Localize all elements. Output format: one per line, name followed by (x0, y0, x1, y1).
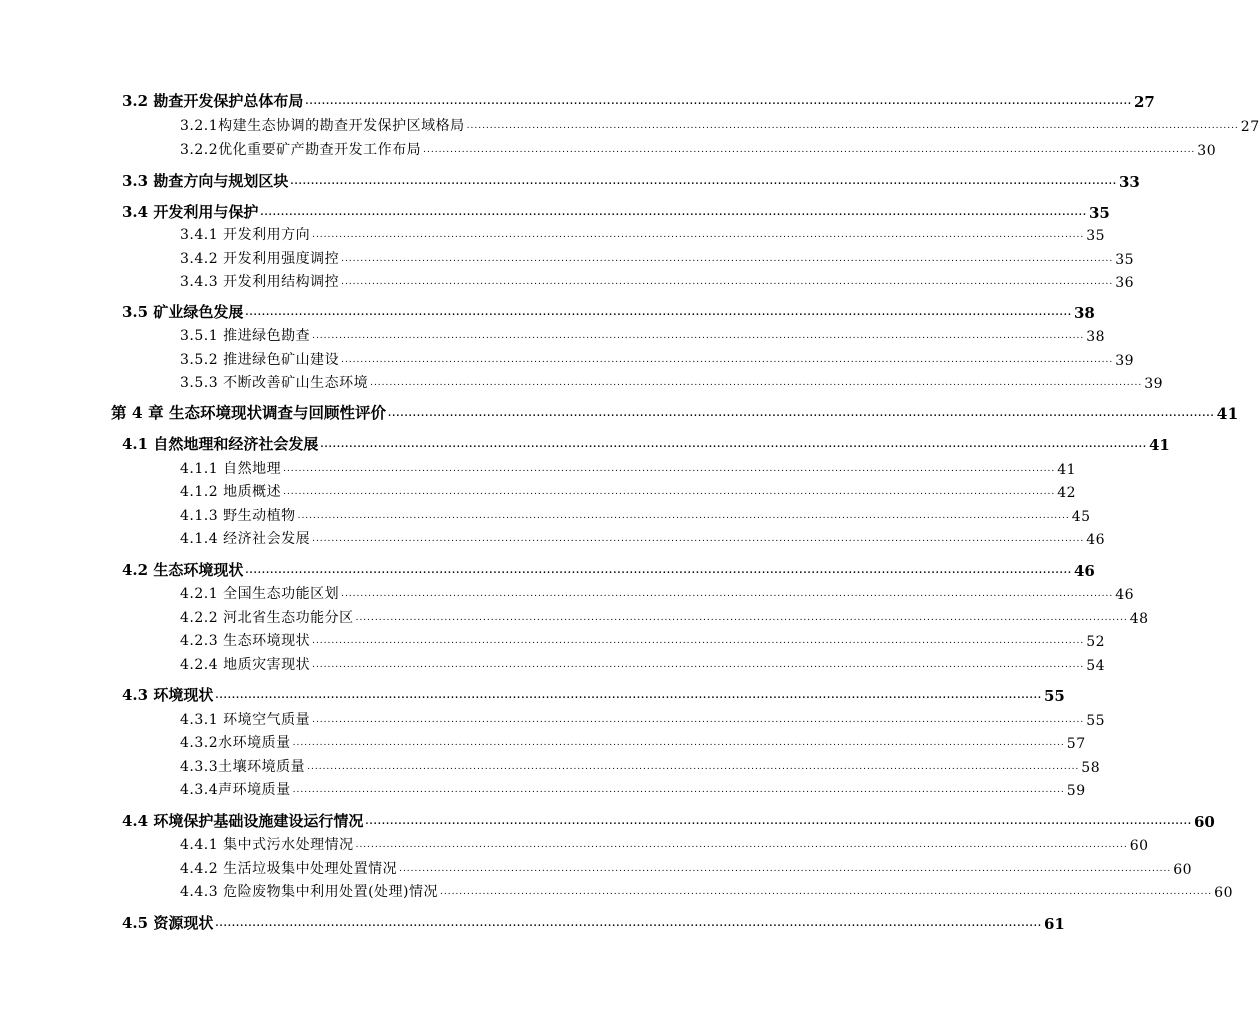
dot-leader: ........................................................................................................................................................................................................ (312, 331, 1085, 341)
toc-entry[interactable] (180, 707, 1106, 729)
toc-entry-title: 3.2.2优化重要矿产勘查开发工作布局 (180, 142, 422, 158)
toc-entry-title: 4.2.1 全国生态功能区划 (180, 586, 340, 602)
dot-leader: ........................................................................................................................................................................................................ (312, 715, 1085, 725)
dot-leader: ........................................................................................................................................................................................................ (312, 534, 1085, 544)
toc-entry[interactable] (180, 581, 1135, 603)
dot-leader: ........................................................................................................................................................................................................ (305, 97, 1132, 107)
toc-entry-page: 41 (1057, 462, 1077, 478)
toc-entry-title: 第 4 章 生态环境现状调查与回顾性评价 (111, 403, 386, 422)
toc-entry-title: 3.4.2 开发利用强度调控 (180, 251, 340, 267)
toc-entry-page: 27 (1240, 119, 1260, 135)
toc-entry[interactable] (122, 300, 1095, 322)
toc-entry[interactable] (111, 401, 1239, 423)
toc-entry[interactable] (180, 456, 1077, 478)
toc-entry[interactable] (180, 856, 1193, 878)
toc-entry[interactable] (180, 269, 1135, 291)
toc-entry-title: 3.4.3 开发利用结构调控 (180, 274, 340, 290)
dot-leader: ........................................................................................................................................................................................................ (466, 121, 1239, 131)
toc-entry[interactable] (180, 754, 1101, 776)
toc-entry[interactable] (122, 911, 1065, 933)
toc-entry-title: 4.3.3土壤环境质量 (180, 759, 306, 775)
toc-entry-title: 4.1 自然地理和经济社会发展 (122, 435, 319, 453)
toc-entry-title: 3.5.2 推进绿色矿山建设 (180, 352, 340, 368)
toc-entry-page: 39 (1115, 353, 1135, 369)
toc-entry-title: 3.2 勘查开发保护总体布局 (122, 92, 304, 110)
toc-entry-page: 61 (1044, 915, 1065, 933)
dot-leader: ........................................................................................................................................................................................................ (365, 817, 1192, 827)
toc-entry-title: 3.2.1构建生态协调的勘查开发保护区域格局 (180, 118, 465, 134)
toc-entry[interactable] (180, 137, 1217, 159)
toc-entry-title: 4.3.2水环境质量 (180, 735, 291, 751)
toc-entry-page: 41 (1216, 404, 1239, 423)
dot-leader: ........................................................................................................................................................................................................ (283, 487, 1056, 497)
toc-entry-page: 27 (1134, 93, 1155, 111)
dot-leader: ........................................................................................................................................................................................................ (312, 636, 1085, 646)
toc-entry[interactable] (122, 683, 1065, 705)
toc-entry-title: 4.1.4 经济社会发展 (180, 531, 311, 547)
toc-entry[interactable] (180, 777, 1086, 799)
toc-entry-page: 60 (1173, 862, 1193, 878)
dot-leader: ........................................................................................................................................................................................................ (215, 919, 1042, 929)
dot-leader: ........................................................................................................................................................................................................ (292, 785, 1065, 795)
dot-leader: ........................................................................................................................................................................................................ (312, 660, 1085, 670)
dot-leader: ........................................................................................................................................................................................................ (292, 738, 1065, 748)
dot-leader: ........................................................................................................................................................................................................ (312, 230, 1085, 240)
toc-entry[interactable] (122, 169, 1140, 191)
toc-entry-page: 36 (1115, 275, 1135, 291)
toc-entry-page: 52 (1086, 634, 1106, 650)
dot-leader: ........................................................................................................................................................................................................ (307, 762, 1080, 772)
toc-entry[interactable] (180, 628, 1106, 650)
dot-leader: ........................................................................................................................................................................................................ (399, 864, 1172, 874)
dot-leader: ........................................................................................................................................................................................................ (355, 613, 1128, 623)
toc-entry-title: 3.4 开发利用与保护 (122, 203, 259, 221)
toc-entry-page: 58 (1081, 760, 1101, 776)
toc-entry-page: 60 (1214, 885, 1233, 901)
toc-entry-page: 60 (1194, 813, 1215, 831)
toc-entry-title: 4.4.3 危险废物集中利用处置(处理)情况 (180, 884, 438, 900)
toc-entry-page: 48 (1129, 611, 1149, 627)
toc-entry-title: 3.4.1 开发利用方向 (180, 227, 311, 243)
dot-leader: ........................................................................................................................................................................................................ (387, 409, 1215, 419)
toc-entry-title: 3.5.3 不断改善矿山生态环境 (180, 375, 369, 391)
toc-entry[interactable] (180, 605, 1149, 627)
dot-leader: ........................................................................................................................................................................................................ (320, 440, 1147, 450)
toc-entry-page: 46 (1115, 587, 1135, 603)
toc-entry[interactable] (180, 323, 1106, 345)
toc-entry-page: 46 (1074, 562, 1095, 580)
toc-entry-title: 4.3.1 环境空气质量 (180, 712, 311, 728)
toc-entry-title: 4.2.4 地质灾害现状 (180, 657, 311, 673)
toc-entry-title: 4.4.1 集中式污水处理情况 (180, 837, 354, 853)
toc-entry-title: 3.5.1 推进绿色勘查 (180, 328, 311, 344)
toc-entry[interactable] (180, 503, 1091, 525)
toc-entry-page: 39 (1144, 376, 1164, 392)
toc-entry-page: 42 (1057, 485, 1077, 501)
dot-leader: ........................................................................................................................................................................................................ (341, 277, 1114, 287)
toc-entry-page: 54 (1086, 658, 1106, 674)
toc-entry[interactable] (122, 809, 1215, 831)
toc-entry[interactable] (122, 89, 1155, 111)
toc-entry[interactable] (180, 879, 1233, 901)
toc-entry-title: 3.5 矿业绿色发展 (122, 303, 244, 321)
toc-entry-page: 59 (1066, 783, 1086, 799)
toc-entry-title: 4.1.1 自然地理 (180, 461, 282, 477)
dot-leader: ........................................................................................................................................................................................................ (341, 254, 1114, 264)
toc-entry-page: 41 (1149, 436, 1170, 454)
toc-entry-title: 4.2 生态环境现状 (122, 561, 244, 579)
toc-entry-page: 33 (1119, 173, 1140, 191)
dot-leader: ........................................................................................................................................................................................................ (370, 378, 1143, 388)
toc-entry-page: 38 (1086, 329, 1106, 345)
toc-entry-page: 45 (1071, 509, 1091, 525)
toc-entry-title: 4.2.3 生态环境现状 (180, 633, 311, 649)
toc-entry-page: 55 (1044, 687, 1065, 705)
toc-entry[interactable] (180, 347, 1135, 369)
dot-leader: ........................................................................................................................................................................................................ (215, 691, 1042, 701)
toc-entry-title: 4.3 环境现状 (122, 686, 214, 704)
toc-entry-title: 4.5 资源现状 (122, 914, 214, 932)
toc-entry[interactable] (122, 432, 1170, 454)
dot-leader: ........................................................................................................................................................................................................ (283, 464, 1056, 474)
toc-entry-page: 57 (1066, 736, 1086, 752)
dot-leader: ........................................................................................................................................................................................................ (260, 208, 1087, 218)
dot-leader: ........................................................................................................................................................................................................ (297, 511, 1070, 521)
toc-entry[interactable] (122, 200, 1110, 222)
toc-entry-page: 35 (1086, 228, 1106, 244)
toc-entry-page: 35 (1115, 252, 1135, 268)
toc-entry[interactable] (180, 113, 1260, 135)
toc-entry-title: 4.4 环境保护基础设施建设运行情况 (122, 812, 364, 830)
toc-entry-title: 4.1.3 野生动植物 (180, 508, 296, 524)
dot-leader: ........................................................................................................................................................................................................ (341, 355, 1114, 365)
toc-entry[interactable] (180, 652, 1106, 674)
dot-leader: ........................................................................................................................................................................................................ (245, 566, 1072, 576)
toc-entry-title: 4.1.2 地质概述 (180, 484, 282, 500)
toc-entry-page: 55 (1086, 713, 1106, 729)
toc-entry[interactable] (180, 479, 1077, 501)
toc-entry-title: 4.4.2 生活垃圾集中处理处置情况 (180, 861, 398, 877)
dot-leader: ........................................................................................................................................................................................................ (440, 887, 1213, 897)
toc-entry-title: 4.3.4声环境质量 (180, 782, 291, 798)
toc-entry-page: 35 (1089, 204, 1110, 222)
toc-entry[interactable] (180, 370, 1164, 392)
toc-entry-title: 4.2.2 河北省生态功能分区 (180, 610, 354, 626)
toc-entry[interactable] (180, 246, 1135, 268)
toc-entry-page: 46 (1086, 532, 1106, 548)
toc-entry[interactable] (180, 222, 1106, 244)
toc-entry[interactable] (180, 526, 1106, 548)
toc-entry-title: 3.3 勘查方向与规划区块 (122, 172, 289, 190)
dot-leader: ........................................................................................................................................................................................................ (355, 840, 1128, 850)
toc-entry[interactable] (180, 730, 1086, 752)
toc-entry[interactable] (180, 832, 1149, 854)
dot-leader: ........................................................................................................................................................................................................ (423, 145, 1196, 155)
dot-leader: ........................................................................................................................................................................................................ (290, 177, 1117, 187)
toc-entry-page: 38 (1074, 304, 1095, 322)
toc-entry[interactable] (122, 558, 1095, 580)
toc-entry-page: 30 (1197, 143, 1217, 159)
dot-leader: ........................................................................................................................................................................................................ (245, 308, 1072, 318)
toc-entry-page: 60 (1129, 838, 1149, 854)
dot-leader: ........................................................................................................................................................................................................ (341, 589, 1114, 599)
